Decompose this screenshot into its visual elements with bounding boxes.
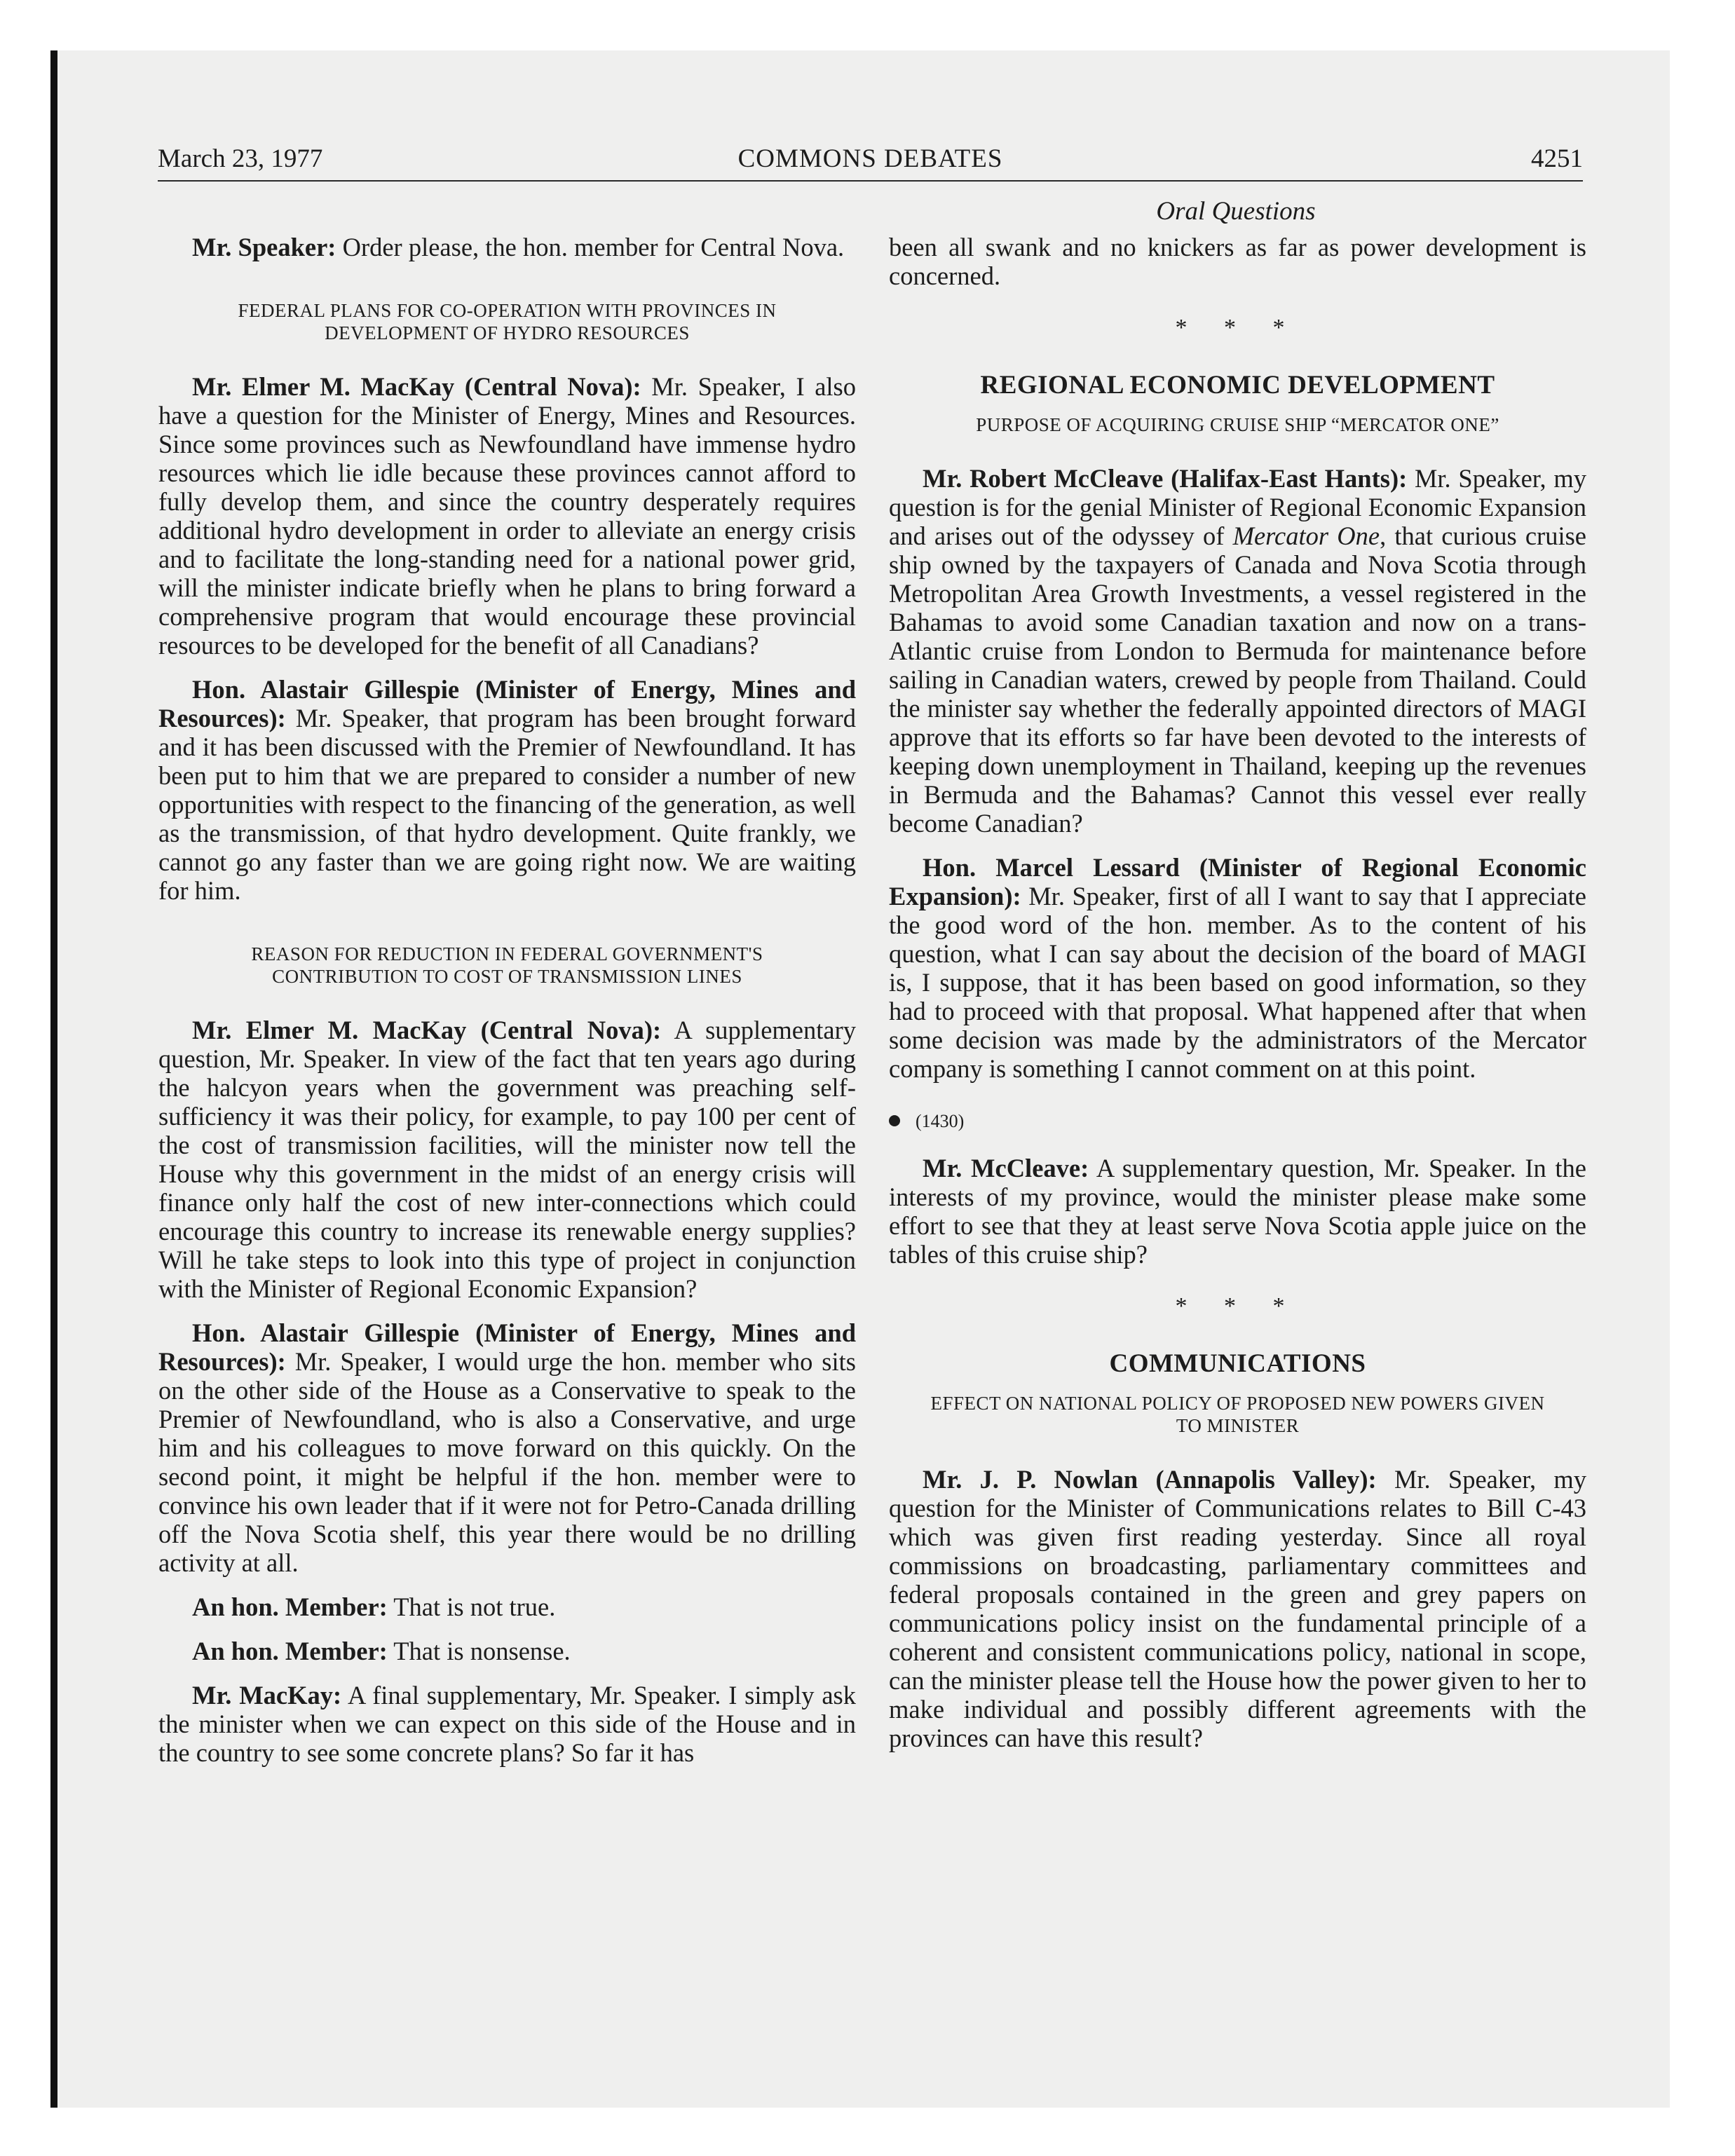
- left-column: [158, 233, 856, 1782]
- speech-text: A supplementary question, Mr. Speaker. In the interests of my province, would the minister please make some effort to see that they at least serve Nova Scotia apple juice on the tables of this cruise ship?: [889, 1154, 1586, 1269]
- section-divider-stars: * * *: [1175, 1293, 1300, 1319]
- speaker-name: Hon. Alastair Gillespie (Minister of Energy, Mines and Resources):: [158, 1318, 856, 1376]
- speaker-name: Mr. Elmer M. MacKay (Central Nova):: [192, 1016, 662, 1044]
- speech-paragraph: [889, 464, 1586, 838]
- speech-text: Mr. Speaker, my question is for the genial Minister of Regional Economic Expansion and arises out of the odyssey of: [889, 464, 1586, 550]
- subheading: EFFECT ON NATIONAL POLICY OF PROPOSED NEW POWERS GIVEN TO MINISTER: [930, 1393, 1545, 1436]
- speech-paragraph: [158, 1681, 856, 1767]
- speech-text: Mr. Speaker, my question for the Minister of Communications relates to Bill C-43 which was given first reading yesterday. Since all royal commissions on broadcasting, parliamentary committees and federal proposals contained in the green and grey papers on communications policy insist on the fundamental principle of a coherent and consistent communications policy, national in scope, can the minister please tell the House how the power given to her to make individual and possibly different agreements with the provinces can have this result?: [889, 1465, 1586, 1752]
- speaker-name: Mr. MacKay:: [192, 1681, 342, 1710]
- speech-text: Order please, the hon. member for Central Nova.: [336, 233, 845, 261]
- speech-paragraph: [889, 1465, 1586, 1752]
- speech-text: A final supplementary, Mr. Speaker. I simply ask the minister when we can expect on this side of the House and in the country to see some concrete plans? So far it has: [158, 1681, 856, 1767]
- speech-paragraph: [158, 1637, 856, 1665]
- subheading: PURPOSE OF ACQUIRING CRUISE SHIP “MERCATOR ONE”: [976, 414, 1499, 435]
- speech-text: That is not true.: [387, 1592, 556, 1621]
- speaker-name: Mr. Elmer M. MacKay (Central Nova):: [192, 372, 641, 401]
- speaker-name: Hon. Marcel Lessard (Minister of Regional Economic Expansion):: [889, 853, 1586, 910]
- bullet-icon: [889, 1115, 900, 1126]
- speech-text: Mr. Speaker, I would urge the hon. member who sits on the other side of the House as a Conservative to speak to the Premier of Newfoundland, who is also a Conservative, and urge him and his colleagues to move forward on this quickly. On the second point, it might be helpful if the hon. member were to convince his own leader that if it were not for Petro-Canada drilling off the Nova Scotia shelf, this year there would be no drilling activity at all.: [158, 1347, 856, 1577]
- speech-text: , that curious cruise ship owned by the taxpayers of Canada and Nova Scotia through Metropolitan Area Growth Investments, a vessel registered in the Bahamas to avoid some Canadian taxation and now on a trans-Atlantic cruise from London to Bermuda for maintenance before sailing in Canadian waters, crewed by people from Thailand. Could the minister say whether the federally appointed directors of MAGI approve that its efforts so far have been devoted to the interests of keeping down unemployment in Thailand, keeping up the revenues in Bermuda and the Bahamas? Cannot this vessel ever really become Canadian?: [889, 521, 1586, 838]
- speech-text: Mr. Speaker, first of all I want to say that I appreciate the good word of the hon. member. As to the content of his question, what I can say about the decision of the board of MAGI is, I suppose, that it has been based on good information, so they had to proceed with that proposal. What happened after that when some decision was made by the administrators of the Mercator company is something I cannot comment on at this point.: [889, 882, 1586, 1083]
- section-heading: REGIONAL ECONOMIC DEVELOPMENT: [980, 371, 1495, 400]
- section-divider-stars: * * *: [1175, 315, 1300, 341]
- subheading: FEDERAL PLANS FOR CO-OPERATION WITH PROVINCES IN DEVELOPMENT OF HYDRO RESOURCES: [238, 300, 777, 343]
- speech-text: A supplementary question, Mr. Speaker. In view of the fact that ten years ago during the halcyon years when the government was preaching self-sufficiency it was their policy, for example, to pay 100 per cent of the cost of transmission facilities, will the minister now tell the House why this government in the midst of an energy crisis will finance only half the cost of new inter-connections which could encourage this country to increase its renewable energy supplies? Will he take steps to look into this type of project in conjunction with the Minister of Regional Economic Expansion?: [158, 1016, 856, 1303]
- section-heading: COMMUNICATIONS: [1109, 1349, 1366, 1378]
- speech-paragraph: [889, 853, 1586, 1083]
- time-marker-text: (1430): [916, 1111, 965, 1131]
- scan-edge-shadow: [50, 50, 57, 2108]
- speech-text: That is nonsense.: [387, 1637, 571, 1665]
- subheading: REASON FOR REDUCTION IN FEDERAL GOVERNMENT'S CONTRIBUTION TO COST OF TRANSMISSION LINES: [251, 943, 763, 987]
- speech-paragraph: [158, 675, 856, 905]
- ship-name: Mercator One: [1232, 521, 1380, 550]
- speech-text: Mr. Speaker, that program has been brought forward and it has been discussed with the Premier of Newfoundland. It has been put to him that we are prepared to consider a number of new opportunities with respect to the financing of the generation, as well as the transmission, of that hydro development. Quite frankly, we cannot go any faster than we are going right now. We are waiting for him.: [158, 704, 856, 905]
- time-marker: [889, 1107, 1586, 1135]
- speaker-name: An hon. Member:: [192, 1637, 388, 1665]
- speech-text: Mr. Speaker, I also have a question for the Minister of Energy, Mines and Resources. Since some provinces such as Newfoundland have immense hydro resources which lie idle because these provinces cannot afford to fully develop them, and since the country desperately requires additional hydro development in order to alleviate an energy crisis and to facilitate the long-standing need for a national power grid, will the minister indicate briefly when he plans to bring forward a comprehensive program that would encourage these provincial resources to be developed for the benefit of all Canadians?: [158, 372, 857, 660]
- header-journal-title: COMMONS DEBATES: [737, 144, 1003, 173]
- speech-paragraph: [158, 233, 856, 261]
- speaker-name: Mr. Speaker:: [192, 233, 336, 261]
- header-page-number: 4251: [1531, 144, 1583, 173]
- speech-paragraph: [158, 1592, 856, 1621]
- speech-paragraph: [889, 1154, 1586, 1269]
- section-label: Oral Questions: [1156, 197, 1316, 226]
- speech-continuation: been all swank and no knickers as far as power development is concerned.: [889, 233, 1586, 290]
- header-date: March 23, 1977: [158, 144, 323, 173]
- running-header: [158, 142, 1583, 182]
- speaker-name: Mr. J. P. Nowlan (Annapolis Valley):: [923, 1465, 1377, 1494]
- speaker-name: Mr. McCleave:: [923, 1154, 1089, 1182]
- speech-paragraph: [158, 1318, 856, 1577]
- right-column: [889, 233, 1586, 1768]
- speaker-name: Mr. Robert McCleave (Halifax-East Hants):: [923, 464, 1408, 493]
- speech-paragraph: [158, 1016, 856, 1303]
- speech-paragraph: [158, 372, 856, 660]
- speaker-name: An hon. Member:: [192, 1592, 388, 1621]
- speaker-name: Hon. Alastair Gillespie (Minister of Energy, Mines and Resources):: [158, 675, 856, 732]
